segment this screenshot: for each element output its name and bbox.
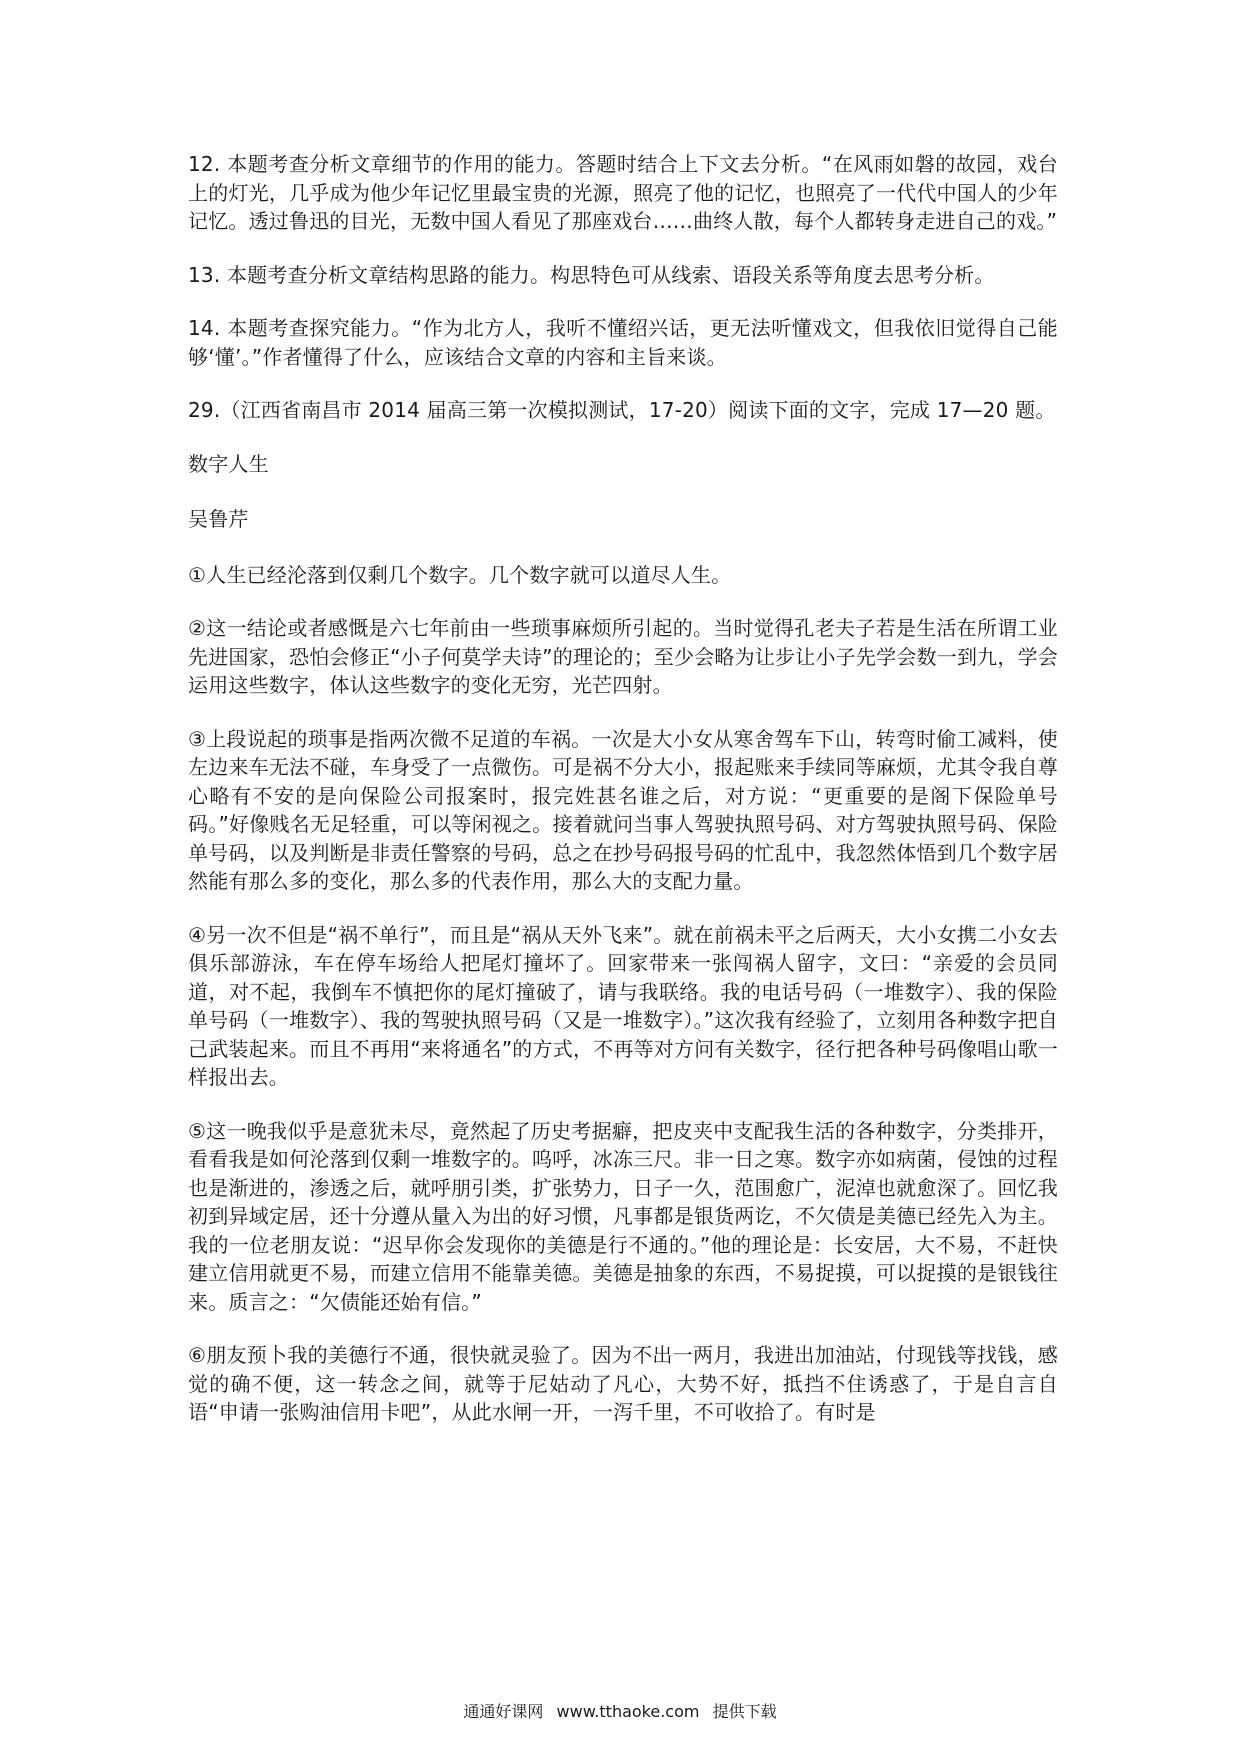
article-author: 吴鲁芹 — [188, 507, 249, 531]
footer-url: www.tthaoke.com — [556, 1702, 700, 1721]
article-paragraph-4: ④另一次不但是“祸不单行”，而且是“祸从天外飞来”。就在前祸未平之后两天，大小女携二小女去俱乐部游泳，车在停车场给人把尾灯撞坏了。回家带来一张闯祸人留字，文曰：“亲爱的会员同道，对不起，我倒车不慎把你的尾灯撞破了，请与我联络。我的电话号码（一堆数字）、我的保险单号码（一堆数字）、我的驾驶执照号码（又是一堆数字）。”这次我有经验了，立刻用各种数字把自己武装起来。而且不再用“来将通名”的方式，不再等对方问有关数字，径行把各种号码像唱山歌一样报出去。 — [188, 922, 1058, 1089]
paragraph-answer-12: 12. 本题考查分析文章细节的作用的能力。答题时结合上下文去分析。“在风雨如磐的故园，戏台上的灯光，几乎成为他少年记忆里最宝贵的光源，照亮了他的记忆，也照亮了一代代中国人的少年记忆。透过鲁迅的目光，无数中国人看见了那座戏台……曲终人散，每个人都转身走进自己的戏。” — [188, 152, 1058, 233]
article-paragraph-3: ③上段说起的琐事是指两次微不足道的车祸。一次是大小女从寒舍驾车下山，转弯时偷工减料，使左边来车无法不碰，车身受了一点微伤。可是祸不分大小，报起账来手续同等麻烦，尤其令我自尊心略有不安的是向保险公司报案时，报完姓甚名谁之后，对方说：“更重要的是阁下保险单号码。”好像贱名无足轻重，可以等闲视之。接着就问当事人驾驶执照号码、对方驾驶执照号码、保险单号码，以及判断是非责任警察的号码，总之在抄号码报号码的忙乱中，我忽然体悟到几个数字居然能有那么多的变化，那么多的代表作用，那么大的支配力量。 — [188, 726, 1058, 893]
article-paragraph-1: ①人生已经沦落到仅剩几个数字。几个数字就可以道尽人生。 — [188, 562, 732, 587]
paragraph-answer-13: 13. 本题考查分析文章结构思路的能力。构思特色可从线索、语段关系等角度去思考分析。 — [188, 262, 995, 287]
article-paragraph-2: ②这一结论或者感慨是六七年前由一些琐事麻烦所引起的。当时觉得孔老夫子若是生活在所谓工业先进国家，恐怕会修正“小子何莫学夫诗”的理论的；至少会略为让步让小子先学会数一到九，学会运用这些数字，体认这些数字的变化无穷，光芒四射。 — [188, 616, 1058, 697]
article-paragraph-5: ⑤这一晚我似乎是意犹未尽，竟然起了历史考据癖，把皮夹中支配我生活的各种数字，分类排开，看看我是如何沦落到仅剩一堆数字的。呜呼，冰冻三尺。非一日之寒。数字亦如病菌，侵蚀的过程也是渐进的，渗透之后，就呼朋引类，扩张势力，日子一久，范围愈广，泥淖也就愈深了。回忆我初到异域定居，还十分遵从量入为出的好习惯，凡事都是银货两讫，不欠债是美德已经先入为主。我的一位老朋友说：“迟早你会发现你的美德是行不通的。”他的理论是：长安居，大不易，不赶快建立信用就更不易，而建立信用不能靠美德。美德是抽象的东西，不易捉摸，可以捉摸的是银钱往来。质言之：“欠债能还始有信。” — [188, 1118, 1058, 1314]
footer-note: 提供下载 — [712, 1702, 777, 1721]
document-body — [188, 150, 1058, 1452]
paragraph-answer-14: 14. 本题考查探究能力。“作为北方人，我听不懂绍兴话，更无法听懂戏文，但我依旧觉得自己能够‘懂’。”作者懂得了什么，应该结合文章的内容和主旨来谈。 — [188, 316, 1058, 369]
paragraph-question-29: 29.（江西省南昌市 2014 届高三第一次模拟测试，17-20）阅读下面的文字，完成 17—20 题。 — [188, 398, 1056, 422]
article-paragraph-6: ⑥朋友预卜我的美德行不通，很快就灵验了。因为不出一两月，我进出加油站，付现钱等找钱，感觉的确不便，这一转念之间，就等于尼姑动了凡心，大势不好，抵挡不住诱惑了，于是自言自语“申请一张购油信用卡吧”，从此水闸一开，一泻千里，不可收拾了。有时是 — [188, 1343, 1058, 1424]
page-footer — [0, 1702, 1240, 1722]
footer-site-name: 通通好课网 — [463, 1702, 544, 1721]
article-title: 数字人生 — [188, 451, 269, 476]
